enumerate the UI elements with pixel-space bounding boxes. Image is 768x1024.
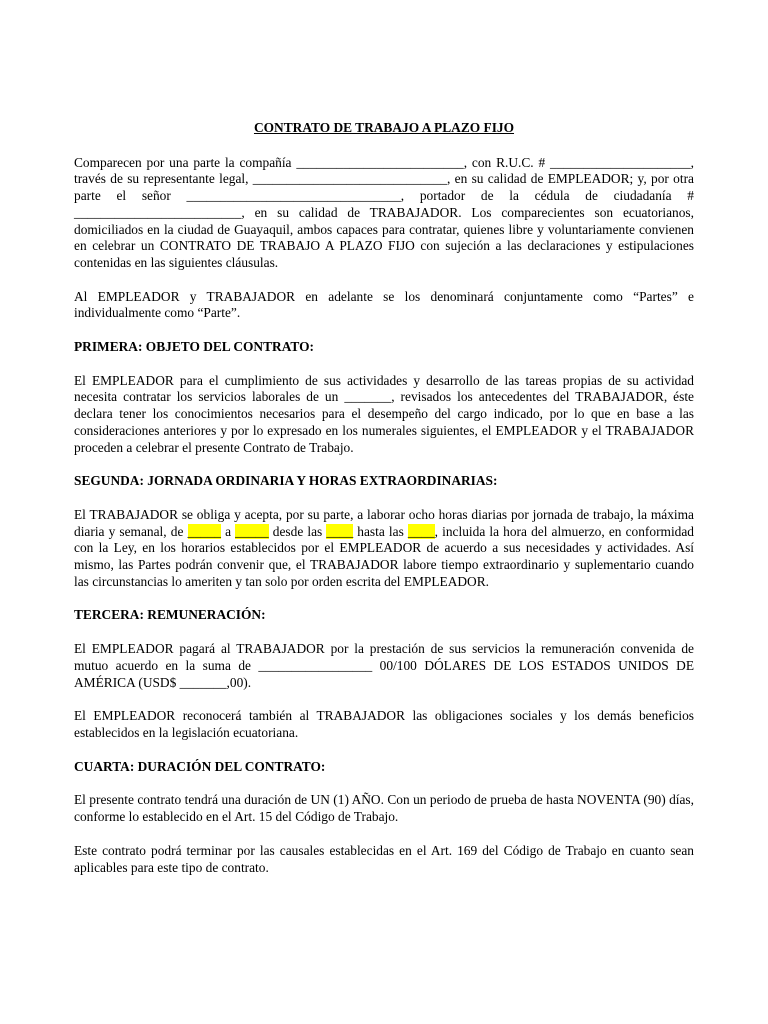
intro-text-5: , portador de la cédula de ciudadanía # <box>400 188 694 204</box>
position-blank: _______ <box>344 389 392 405</box>
segunda-text-3: desde las <box>268 523 327 539</box>
clause-tercera-heading: TERCERA: REMUNERACIÓN: <box>74 607 266 623</box>
parties-paragraph: Al EMPLEADOR y TRABAJADOR en adelante se los denominará conjuntamente como “Partes” e individualmente como “Parte”. <box>74 288 694 321</box>
segunda-text-4: hasta las <box>353 523 408 539</box>
intro-text-6: , en su calidad de TRABAJADOR. Los comparecientes son ecuatorianos, domiciliados en la ciudad de Guayaquil, ambos capaces para contratar, quienes libre y voluntariamente convienen en celebrar un CONTRATO DE TRABAJO A PLAZO FIJO con sujeción a las declaraciones y estipulaciones contenidas en las siguientes cláusulas. <box>74 204 694 270</box>
clause-cuarta-paragraph-1: El presente contrato tendrá una duración de UN (1) AÑO. Con un periodo de prueba de hasta NOVENTA (90) días, conforme lo establecido en el Art. 15 del Código de Trabajo. <box>74 792 694 825</box>
ruc-blank: _____________________ <box>550 154 691 170</box>
primera-text-1: El EMPLEADOR para el cumplimiento de sus actividades y desarrollo de las tareas propias de su actividad necesita contratar los servicios laborales de un <box>74 372 694 405</box>
segunda-text-5: , incluida la hora del almuerzo, en conformidad con la Ley, en los horarios establecidos por el EMPLEADOR de acuerdo a sus necesidades y actividades. Así mismo, las Partes podrán convenir que, el TRABAJADOR labore tiempo extraordinario y suplementario cuando las circunstancias lo ameriten y tan solo por orden escrita del EMPLEADOR. <box>74 523 694 589</box>
clause-segunda-heading: SEGUNDA: JORNADA ORDINARIA Y HORAS EXTRAORDINARIAS: <box>74 473 498 489</box>
intro-paragraph <box>74 155 694 272</box>
end-day-blank: _____ <box>235 523 269 539</box>
intro-text-4: , en su calidad de EMPLEADOR; y, por otra parte el señor <box>74 171 695 204</box>
document-body <box>74 120 694 893</box>
document-title: CONTRATO DE TRABAJO A PLAZO FIJO <box>253 120 515 135</box>
company-name-blank: _________________________ <box>296 154 464 170</box>
clause-segunda-paragraph <box>74 507 694 591</box>
clause-cuarta-heading: CUARTA: DURACIÓN DEL CONTRATO: <box>74 758 326 774</box>
primera-text-2: , revisados los antecedentes del TRABAJADOR, éste declara tener los conocimientos necesarios para el desempeño del cargo indicado, por lo que en base a las consideraciones anteriores y por lo expresado en los numerales siguientes, el EMPLEADOR y el TRABAJADOR proceden a celebrar el presente Contrato de Trabajo. <box>74 389 694 455</box>
clause-tercera-paragraph-1 <box>74 641 694 691</box>
tercera-text-2: 00/100 DÓLARES DE LOS ESTADOS UNIDOS DE AMÉRICA (USD$ <box>74 657 695 690</box>
salary-words-blank: _________________ <box>258 657 373 673</box>
end-hour-blank: ____ <box>407 523 435 539</box>
tercera-text-1: El EMPLEADOR pagará al TRABAJADOR por la prestación de sus servicios la remuneración convenida de mutuo acuerdo en la suma de <box>74 641 694 673</box>
intro-text-1: Comparecen por una parte la compañía <box>74 154 297 170</box>
tercera-text-3: ,00). <box>226 674 252 690</box>
clause-cuarta-paragraph-2: Este contrato podrá terminar por las causales establecidas en el Art. 169 del Código de Trabajo en cuanto sean aplicables para este tipo de contrato. <box>74 842 694 875</box>
start-day-blank: _____ <box>187 523 221 539</box>
segunda-text-2: a <box>220 523 236 539</box>
clause-primera-paragraph <box>74 373 694 457</box>
start-hour-blank: ____ <box>326 523 354 539</box>
legal-representative-blank: _____________________________ <box>252 171 447 187</box>
clause-tercera-paragraph-2: El EMPLEADOR reconocerá también al TRABAJADOR las obligaciones sociales y los demás beneficios establecidos en la legislación ecuatoriana. <box>74 708 694 740</box>
salary-amount-blank: _______ <box>179 674 227 690</box>
id-number-blank: _________________________ <box>74 204 242 220</box>
intro-text-2: , con R.U.C. # <box>463 154 551 170</box>
worker-name-blank: ________________________________ <box>186 188 401 204</box>
segunda-text-1: El TRABAJADOR se obliga y acepta, por su parte, a laborar ocho horas diarias por jornada de trabajo, la máxima diaria y semanal, de <box>74 506 694 539</box>
intro-text-3: , través de su representante legal, <box>74 154 694 187</box>
clause-primera-heading: PRIMERA: OBJETO DEL CONTRATO: <box>74 339 314 355</box>
